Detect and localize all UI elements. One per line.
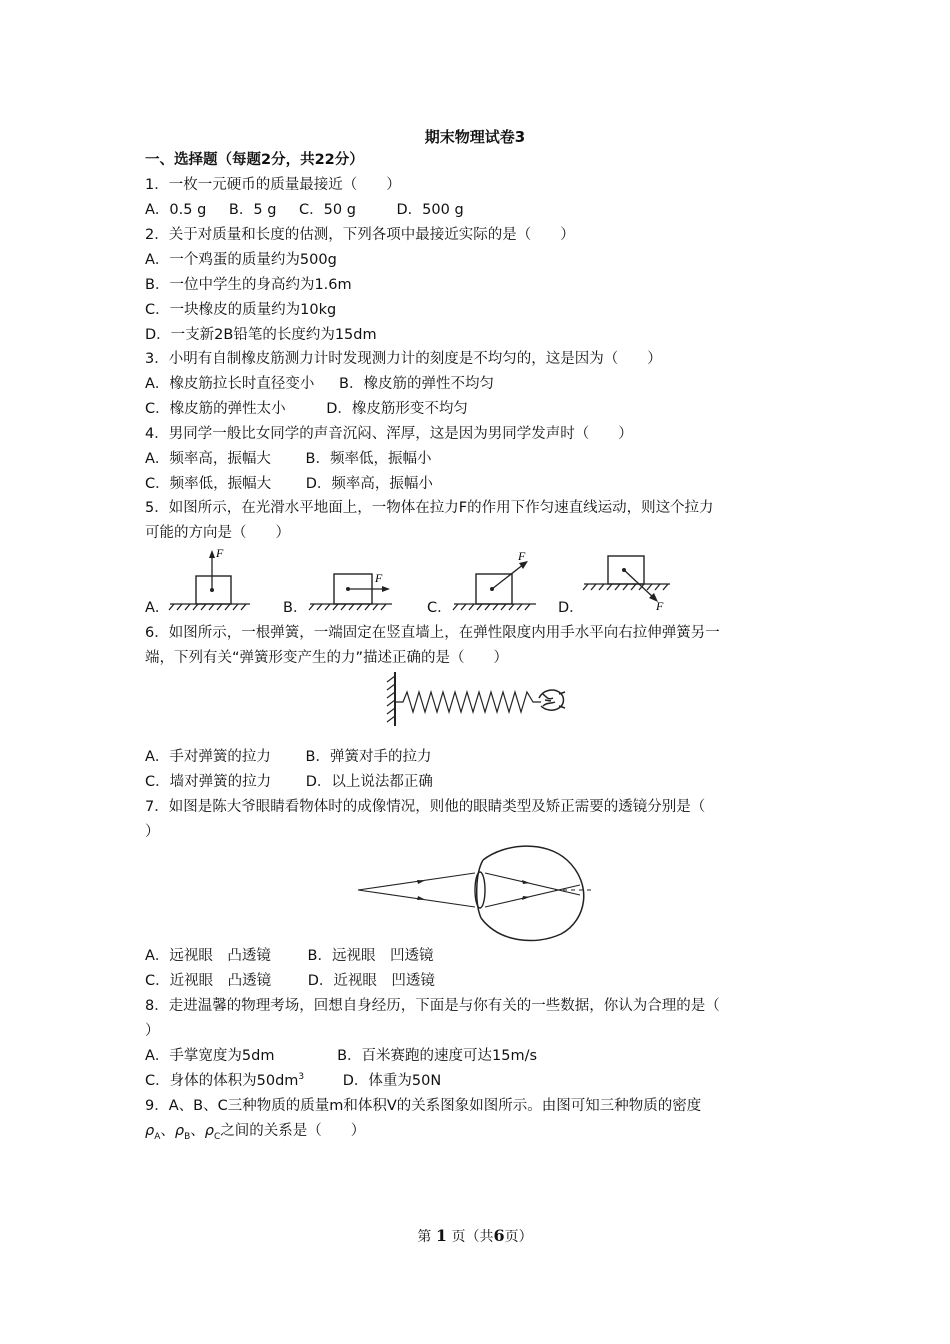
- ground-hatch: [453, 604, 536, 610]
- q6-option-b: B．弹簧对手的拉力: [305, 749, 432, 765]
- q5-figure-a: [168, 548, 258, 613]
- q3-options-row1: [145, 374, 494, 394]
- q6-stem-line2: 端，下列有关“弹簧形变产生的力”描述正确的是（ ）: [145, 650, 509, 666]
- q7-option-d: D．近视眼 凹透镜: [307, 973, 435, 989]
- q9-stem-line2: $\rho_A$、$\rho_B$、$\rho_C$之间的关系是（ ）: [145, 1123, 366, 1142]
- q6-option-a: A．手对弹簧的拉力: [145, 749, 271, 765]
- q2-option-a: A．一个鸡蛋的质量约为500g: [145, 252, 337, 268]
- q1-options: [145, 200, 464, 220]
- eyeball: [477, 846, 584, 940]
- force-label: F: [375, 571, 383, 585]
- q2-option-c: C．一块橡皮的质量约为10kg: [145, 302, 337, 318]
- q7-options-row2: [145, 971, 435, 991]
- q8-option-c: C．身体的体积为$50dm^3$: [145, 1072, 305, 1089]
- q8-option-b: B．百米赛跑的速度可达15m/s: [337, 1048, 538, 1064]
- q7-option-a: A．远视眼 凸透镜: [145, 948, 271, 964]
- q1-stem: 1．一枚一元硬币的质量最接近（ ）: [145, 177, 401, 193]
- q6-option-c: C．墙对弹簧的拉力: [145, 774, 272, 790]
- q3-option-d: D．橡皮筋形变不均匀: [326, 401, 468, 417]
- q6-options-row2: [145, 772, 433, 792]
- q2-option-d: D．一支新2B铅笔的长度约为15dm: [145, 327, 377, 343]
- q5-figure-d: [582, 552, 682, 617]
- q9-stem-line1: 9．A、B、C三种物质的质量m和体积V的关系图象如图所示。由图可知三种物质的密度: [145, 1098, 702, 1114]
- q6-spring-figure: [383, 668, 573, 730]
- q6-stem-line1: 6．如图所示，一根弹簧，一端固定在竖直墙上，在弹性限度内用手水平向右拉伸弹簧另一: [145, 625, 720, 641]
- hand-icon: [539, 690, 565, 710]
- force-label: F: [656, 599, 664, 613]
- q8-option-a: A．手掌宽度为5dm: [145, 1048, 275, 1064]
- q1-option-b: B．5 g: [228, 202, 277, 218]
- q8-options-row1: [145, 1046, 537, 1066]
- q4-stem: 4．男同学一般比女同学的声音沉闷、浑厚，这是因为男同学发声时（ ）: [145, 426, 633, 442]
- q4-options-row2: [145, 474, 433, 494]
- q5-option-b-label: B．: [283, 600, 308, 616]
- q4-option-a: A．频率高，振幅大: [145, 451, 271, 467]
- q5-stem-line2: 可能的方向是（ ）: [145, 525, 290, 541]
- q3-option-a: A．橡皮筋拉长时直径变小: [145, 376, 315, 392]
- section-heading: 一、选择题（每题2分，共22分）: [145, 152, 364, 168]
- force-label: F: [216, 546, 224, 560]
- force-arrow: [492, 564, 524, 589]
- q7-stem-line1: 7．如图是陈大爷眼睛看物体时的成像情况，则他的眼睛类型及矫正需要的透镜分别是（: [145, 799, 706, 815]
- q1-option-a: A．0.5 g: [145, 202, 207, 218]
- q3-options-row2: [145, 399, 468, 419]
- q7-stem-line2: ）: [145, 824, 160, 840]
- q7-option-c: C．近视眼 凸透镜: [145, 973, 272, 989]
- q8-stem-line2: ）: [145, 1023, 160, 1039]
- page-number: 1: [435, 1226, 447, 1245]
- q5-figure-b: [308, 548, 403, 613]
- q5-option-a-label: A．: [145, 600, 170, 616]
- q5-figure-c: [452, 548, 547, 613]
- q5-option-c-label: C．: [427, 600, 452, 616]
- page-total: 6: [493, 1226, 505, 1245]
- q3-option-b: B．橡皮筋的弹性不均匀: [339, 376, 494, 392]
- q4-options-row1: [145, 449, 431, 469]
- q2-stem: 2．关于对质量和长度的估测，下列各项中最接近实际的是（ ）: [145, 227, 575, 243]
- ground-hatch: [583, 584, 670, 590]
- q1-option-c: C．50 g: [299, 202, 356, 218]
- q7-eye-figure: [355, 838, 605, 943]
- q4-option-c: C．频率低，振幅大: [145, 476, 272, 492]
- q7-option-b: B．远视眼 凹透镜: [307, 948, 434, 964]
- page-title: 期末物理试卷3: [424, 128, 526, 146]
- q8-option-d: D．体重为50N: [342, 1073, 442, 1089]
- ground-hatch: [169, 604, 250, 610]
- wall-hatch: [387, 676, 395, 722]
- force-label: F: [518, 549, 526, 563]
- q6-options-row1: [145, 747, 431, 767]
- q3-stem: 3．小明有自制橡皮筋测力计时发现测力计的刻度是不均匀的，这是因为（ ）: [145, 351, 662, 367]
- q7-options-row1: [145, 946, 433, 966]
- q5-stem-line1: 5．如图所示，在光滑水平地面上，一物体在拉力F的作用下作匀速直线运动，则这个拉力: [145, 500, 714, 516]
- q2-option-b: B．一位中学生的身高约为1.6m: [145, 277, 352, 293]
- q5-option-d-label: D．: [558, 600, 584, 616]
- q8-options-row2: [145, 1071, 441, 1091]
- spring: [395, 692, 541, 712]
- q1-option-d: D．500 g: [396, 202, 464, 218]
- q3-option-c: C．橡皮筋的弹性太小: [145, 401, 286, 417]
- page-footer: 第 1 页（共6页）: [417, 1226, 533, 1245]
- q6-option-d: D．以上说法都正确: [305, 774, 433, 790]
- ground-hatch: [309, 604, 392, 610]
- q4-option-b: B．频率低，振幅小: [305, 451, 432, 467]
- q4-option-d: D．频率高，振幅小: [305, 476, 433, 492]
- q8-stem-line1: 8．走进温馨的物理考场，回想自身经历，下面是与你有关的一些数据，你认为合理的是（: [145, 998, 720, 1014]
